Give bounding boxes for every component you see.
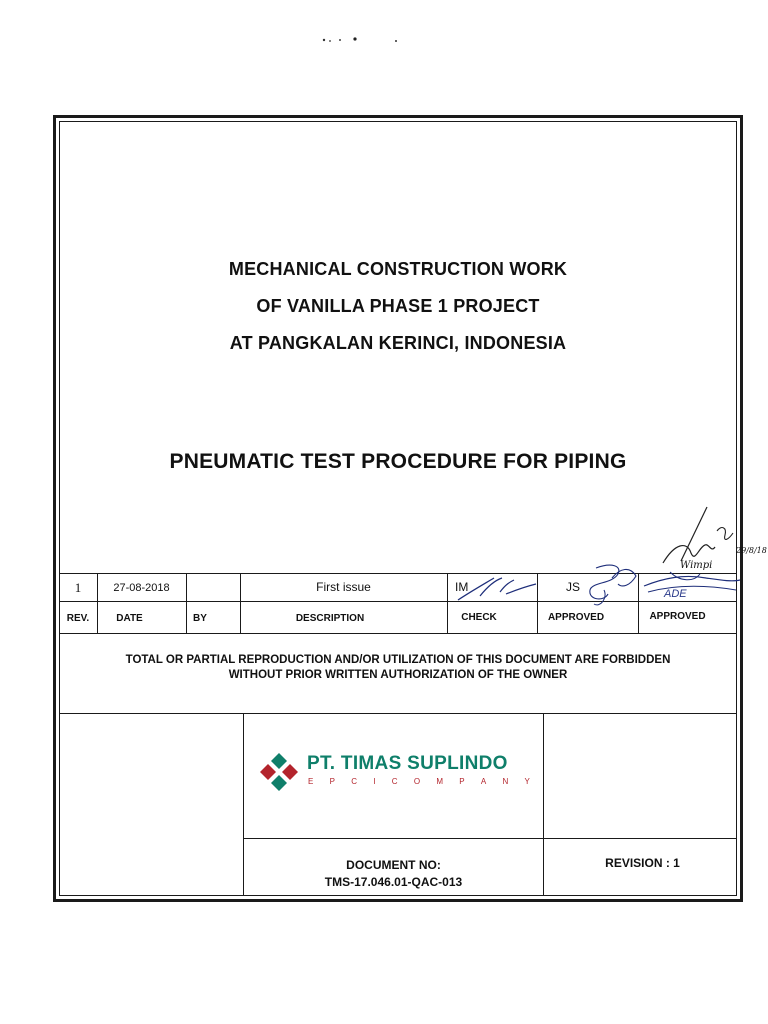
cell-date: 27-08-2018 <box>113 582 170 594</box>
tagline-letter: P <box>329 777 335 786</box>
project-title-line-1: MECHANICAL CONSTRUCTION WORK <box>228 259 568 279</box>
tagline-letter: E <box>308 777 314 786</box>
tagline-letter: P <box>459 777 465 786</box>
company-logo-icon <box>256 751 302 793</box>
tagline-letter: C <box>391 777 398 786</box>
tagline-letter: M <box>436 777 443 786</box>
scan-specks <box>318 34 408 46</box>
table-col-divider <box>447 573 448 633</box>
notice-line-1: TOTAL OR PARTIAL REPRODUCTION AND/OR UTILIZATION OF THIS DOCUMENT ARE FORBIDDEN <box>125 654 671 666</box>
document-no-label: DOCUMENT NO: <box>346 858 441 872</box>
document-title: PNEUMATIC TEST PROCEDURE FOR PIPING <box>169 450 627 473</box>
cell-approved-1: JS <box>566 580 581 594</box>
cell-check: IM <box>455 580 469 594</box>
cell-approved-2: ADE <box>664 588 687 600</box>
signature-approved-2 <box>640 568 744 602</box>
tagline-letter: Y <box>524 777 530 786</box>
revision-label: REVISION : 1 <box>605 856 680 870</box>
notice-line-2: WITHOUT PRIOR WRITTEN AUTHORIZATION OF THE OWNER <box>228 669 568 681</box>
tagline-letter: N <box>502 777 509 786</box>
header-approved-2: APPROVED <box>649 611 706 622</box>
header-check: CHECK <box>461 612 497 623</box>
tagline-letter: O <box>413 777 421 786</box>
company-tagline <box>308 777 530 786</box>
signature-check <box>450 570 540 606</box>
footer-mid-rule <box>243 838 737 839</box>
table-bottom-rule <box>59 633 737 634</box>
company-name: PT. TIMAS SUPLINDO <box>307 753 508 774</box>
tagline-letter: C <box>351 777 357 786</box>
header-description: DESCRIPTION <box>295 613 365 624</box>
footer-top-rule <box>59 713 737 714</box>
signature-approved-1 <box>582 560 642 612</box>
footer-col-divider-left <box>243 713 244 896</box>
project-title-line-3: AT PANGKALAN KERINCI, INDONESIA <box>229 333 567 353</box>
footer-col-divider-right <box>543 713 544 896</box>
header-date: DATE <box>116 613 143 624</box>
cell-description: First issue <box>316 580 371 594</box>
project-title-line-2: OF VANILLA PHASE 1 PROJECT <box>256 296 540 316</box>
header-by: BY <box>193 613 207 624</box>
header-approved-1: APPROVED <box>547 612 605 623</box>
header-rev: REV. <box>66 613 90 624</box>
table-col-divider <box>186 573 187 633</box>
signature-name: Wimpi <box>680 560 713 571</box>
document-no: TMS-17.046.01-QAC-013 <box>324 875 463 889</box>
tagline-letter: A <box>480 777 487 786</box>
cell-rev: 1 <box>74 580 82 595</box>
tagline-letter: I <box>373 777 376 786</box>
signature-date: 29/8/18 <box>736 546 767 555</box>
